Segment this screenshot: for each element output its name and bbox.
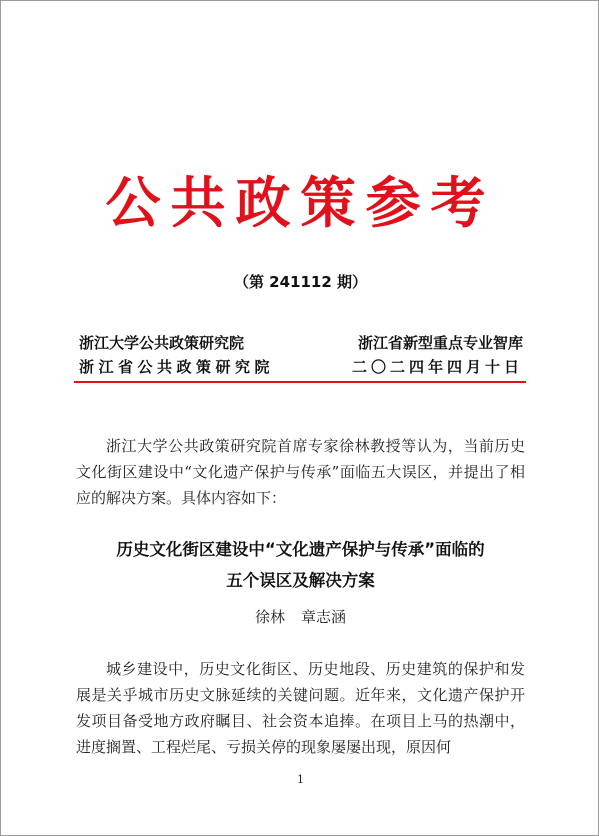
article-authors <box>1 606 599 627</box>
author-name: 章志涵 <box>301 608 347 626</box>
article-title-line-1: 历史文化街区建设中“文化遗产保护与传承”面临的 <box>116 540 485 559</box>
publisher-row-1 <box>79 332 523 353</box>
think-tank-label: 浙江省新型重点专业智库 <box>357 334 523 352</box>
page-number: 1 <box>297 773 304 786</box>
article-title-line-2: 五个误区及解决方案 <box>226 571 375 590</box>
body-paragraph: 城乡建设中，历史文化街区、历史地段、历史建筑的保护和发展是关乎城市历史文脉延续的关键问题。近年来，文化遗产保护开发项目备受地方政府瞩目、社会资本追捧。在项目上马的热潮中，进度搁置、工程烂尾、亏损关停的现象屡屡出现，原因何 <box>76 660 525 756</box>
intro-paragraph: 浙江大学公共政策研究院首席专家徐林教授等认为，当前历史文化街区建设中“文化遗产保护与传承”面临五大误区，并提出了相应的解决方案。具体内容如下： <box>76 437 525 507</box>
publisher-name-primary: 浙江大学公共政策研究院 <box>79 334 245 352</box>
publisher-name-secondary: 浙江省公共政策研究院 <box>79 358 275 376</box>
publisher-row-2 <box>79 356 523 377</box>
author-name: 徐林 <box>254 608 285 626</box>
publish-date: 二〇二四年四月十日 <box>351 358 523 376</box>
header-divider <box>74 381 526 383</box>
masthead-title: 公共政策参考 <box>105 171 496 235</box>
article-title <box>61 534 540 596</box>
issue-number: （第 241112 期） <box>233 273 368 291</box>
